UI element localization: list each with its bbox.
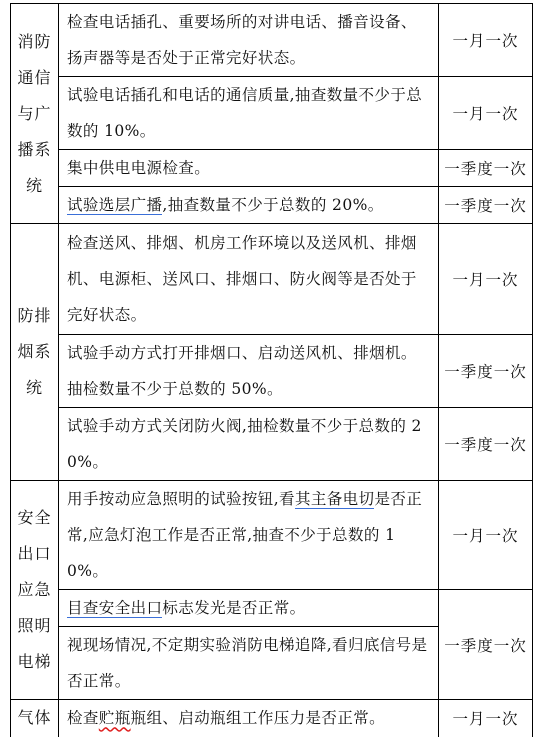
item-frequency: 一季度一次 (439, 408, 533, 481)
table-row (11, 408, 533, 481)
item-description (59, 187, 439, 224)
item-description: 试验手动方式打开排烟口、启动送风机、排烟机。抽检数量不少于总数的 50%。 (59, 335, 439, 408)
table-row (11, 481, 533, 590)
table-row (11, 700, 533, 737)
table-row (11, 4, 533, 77)
underlined-text: 试验选层广播 (67, 196, 163, 214)
item-description: 试验手动方式关闭防火阀,抽检数量不少于总数的 20%。 (59, 408, 439, 481)
item-frequency: 一月一次 (439, 4, 533, 77)
item-description (59, 700, 439, 737)
system-cell (11, 481, 59, 700)
item-frequency: 一季度一次 (439, 187, 533, 224)
underlined-text: 目查安全出口 (67, 599, 163, 617)
text-b: 是否正常,应急灯泡工作是否正常,抽查不少于总数的 10%。 (67, 490, 423, 580)
item-description: 试验电话插孔和电话的通信质量,抽查数量不少于总数的 10%。 (59, 77, 439, 150)
table-row (11, 590, 533, 627)
item-description (59, 481, 439, 590)
system-name: 安全出口应急照明电梯 (17, 508, 52, 671)
table-row (11, 224, 533, 335)
item-description (59, 590, 439, 627)
system-cell (11, 224, 59, 481)
system-name: 消防通信与广播系统 (17, 31, 52, 195)
item-frequency: 一月一次 (439, 224, 533, 335)
text-b: 瓶组、启动瓶组工作压力是否正常。 (130, 709, 386, 728)
table-row (11, 77, 533, 150)
system-name: 气体 (17, 708, 52, 728)
wavy-underlined-text: 贮瓶 (98, 709, 131, 728)
underlined-text: 其主备电切 (294, 490, 375, 508)
item-frequency: 一季度一次 (439, 590, 533, 700)
item-frequency: 一月一次 (439, 700, 533, 737)
system-cell (11, 700, 59, 737)
system-name: 防排烟系统 (17, 306, 52, 397)
item-description: 检查电话插孔、重要场所的对讲电话、播音设备、扬声器等是否处于正常完好状态。 (59, 4, 439, 77)
item-description: 视现场情况,不定期实验消防电梯追降,看归底信号是否正常。 (59, 627, 439, 700)
text-a: 检查 (67, 709, 99, 728)
item-frequency: 一月一次 (439, 77, 533, 150)
item-frequency: 一月一次 (439, 481, 533, 590)
table-row (11, 335, 533, 408)
table-row (11, 150, 533, 187)
text-rest: ,抽查数量不少于总数的 20%。 (162, 196, 384, 214)
text-a: 用手按动应急照明的试验按钮,看 (67, 490, 295, 508)
item-frequency: 一季度一次 (439, 335, 533, 408)
item-frequency: 一季度一次 (439, 150, 533, 187)
item-description: 集中供电电源检查。 (59, 150, 439, 187)
text-rest: 标志发光是否正常。 (162, 599, 306, 617)
inspection-table (10, 3, 533, 737)
table-row (11, 187, 533, 224)
system-cell (11, 4, 59, 224)
item-description: 检查送风、排烟、机房工作环境以及送风机、排烟机、电源柜、送风口、排烟口、防火阀等是否处于完好状态。 (59, 224, 439, 335)
